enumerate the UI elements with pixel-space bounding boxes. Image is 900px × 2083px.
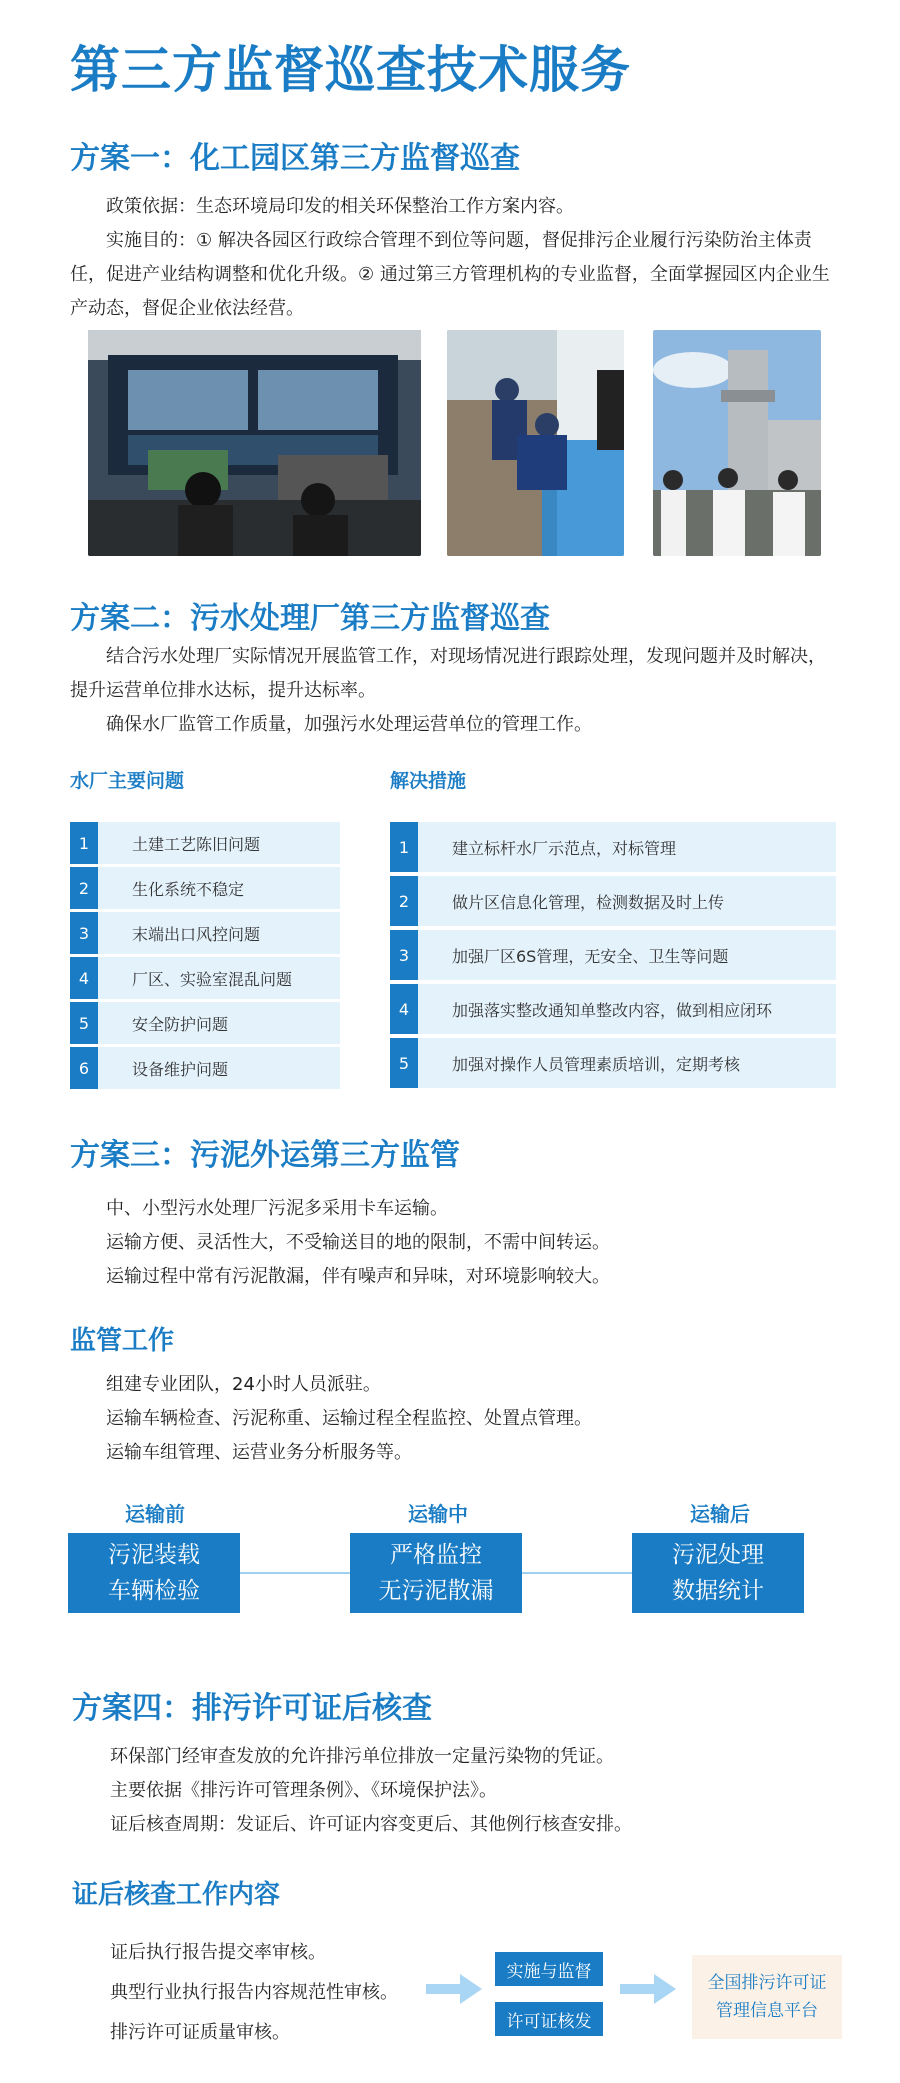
problems-heading: 水厂主要问题	[70, 770, 185, 792]
section-3-line-1: 中、小型污水处理厂污泥多采用卡车运输。	[106, 1198, 448, 1219]
flow-label-during: 运输中	[408, 1502, 468, 1526]
flow-box-line: 污泥装载	[108, 1542, 200, 1568]
problem-row	[70, 867, 340, 909]
measure-number: 2	[390, 876, 418, 926]
problem-number: 5	[70, 1002, 98, 1044]
measures-heading: 解决措施	[390, 770, 467, 792]
national-platform-box	[692, 1955, 842, 2039]
problem-text: 安全防护问题	[132, 1014, 229, 1034]
flow-arrow	[240, 1572, 350, 1574]
section-2-text	[70, 640, 840, 742]
work-line-3: 运输车组管理、运营业务分析服务等。	[106, 1442, 412, 1463]
section-3-title: 方案三：污泥外运第三方监管	[70, 1138, 460, 1173]
flow-box-line: 无污泥散漏	[378, 1578, 494, 1604]
measure-number: 4	[390, 984, 418, 1034]
verification-line-1: 证后执行报告提交率审核。	[110, 1942, 326, 1963]
section-4-line-1: 环保部门经审查发放的允许排污单位排放一定量污染物的凭证。	[110, 1746, 614, 1767]
work-line-1: 组建专业团队，24小时人员派驻。	[106, 1374, 381, 1395]
post-verification-title: 证后核查工作内容	[72, 1880, 281, 1910]
section-4-line-2: 主要依据《排污许可管理条例》、《环境保护法》。	[110, 1780, 497, 1801]
flow-box-before	[68, 1533, 240, 1613]
measure-text: 加强落实整改通知单整改内容，做到相应闭环	[452, 1000, 773, 1020]
measure-row	[390, 1038, 836, 1088]
flow-box-after	[632, 1533, 804, 1613]
section-4-line-3: 证后核查周期：发证后、许可证内容变更后、其他例行核查安排。	[110, 1814, 632, 1835]
section-1-text	[70, 190, 840, 326]
problem-number: 6	[70, 1047, 98, 1089]
measure-number: 3	[390, 930, 418, 980]
license-issuance-box: 许可证核发	[495, 2002, 603, 2036]
problem-text: 土建工艺陈旧问题	[132, 834, 261, 854]
verification-line-2: 典型行业执行报告内容规范性审核。	[110, 1982, 398, 2003]
problem-number: 2	[70, 867, 98, 909]
problem-row	[70, 1047, 340, 1089]
section-3-line-3: 运输过程中常有污泥散漏，伴有噪声和异味，对环境影响较大。	[106, 1266, 610, 1287]
section-4-text	[110, 1740, 850, 1842]
problem-number: 3	[70, 912, 98, 954]
section-3-line-2: 运输方便、灵活性大，不受输送目的地的限制，不需中间转运。	[106, 1232, 610, 1253]
problem-row	[70, 912, 340, 954]
measure-text: 加强厂区6S管理，无安全、卫生等问题	[452, 946, 729, 966]
verification-line-3: 排污许可证质量审核。	[110, 2022, 290, 2043]
problem-text: 末端出口风控问题	[132, 924, 261, 944]
section-1-policy: 政策依据：生态环境局印发的相关环保整治工作方案内容。	[106, 196, 574, 217]
flow-box-line: 严格监控	[390, 1542, 482, 1568]
measure-row	[390, 930, 836, 980]
measure-number: 1	[390, 822, 418, 872]
section-1-purpose: 实施目的：① 解决各园区行政综合管理不到位等问题，督促排污企业履行污染防治主体责任，促进产业结构调整和优化升级。② 通过第三方管理机构的专业监督，全面掌握园区内企业生产动态，督促企业依法经营。	[70, 230, 830, 319]
page-title: 第三方监督巡查技术服务	[70, 41, 631, 99]
flow-label-after: 运输后	[690, 1502, 750, 1526]
measure-row	[390, 822, 836, 872]
measure-number: 5	[390, 1038, 418, 1088]
flow-box-line: 数据统计	[672, 1578, 764, 1604]
arrow-icon	[620, 1974, 676, 2004]
measure-text: 建立标杆水厂示范点，对标管理	[452, 838, 677, 858]
section-2-para-2: 确保水厂监管工作质量，加强污水处理运营单位的管理工作。	[106, 714, 592, 735]
problem-row	[70, 1002, 340, 1044]
problem-text: 设备维护问题	[132, 1059, 229, 1079]
measure-text: 做片区信息化管理，检测数据及时上传	[452, 892, 725, 912]
measure-text: 加强对操作人员管理素质培训，定期考核	[452, 1054, 741, 1074]
platform-line-2: 管理信息平台	[716, 2001, 818, 2021]
implementation-box: 实施与监督	[495, 1952, 603, 1986]
problem-text: 厂区、实验室混乱问题	[132, 969, 293, 989]
problem-row	[70, 957, 340, 999]
section-4-title: 方案四：排污许可证后核查	[72, 1691, 432, 1726]
flow-label-before: 运输前	[125, 1502, 185, 1526]
measure-row	[390, 876, 836, 926]
flow-box-line: 污泥处理	[672, 1542, 764, 1568]
flow-arrow	[522, 1572, 632, 1574]
work-line-2: 运输车辆检查、污泥称重、运输过程全程监控、处置点管理。	[106, 1408, 592, 1429]
section-2-title: 方案二：污水处理厂第三方监督巡查	[70, 601, 550, 636]
flow-box-during	[350, 1533, 522, 1613]
flow-box-line: 车辆检验	[108, 1578, 200, 1604]
post-verification-text	[110, 1933, 450, 2053]
worker-inspection-photo	[447, 330, 624, 556]
chimney-site-photo	[653, 330, 821, 556]
arrow-icon	[426, 1974, 482, 2004]
problem-number: 4	[70, 957, 98, 999]
problem-text: 生化系统不稳定	[132, 879, 245, 899]
section-3-text	[106, 1192, 846, 1294]
section-1-title: 方案一：化工园区第三方监督巡查	[70, 141, 520, 176]
control-room-photo	[88, 330, 421, 556]
supervision-work-title: 监管工作	[70, 1326, 175, 1356]
section-2-para-1: 结合污水处理厂实际情况开展监管工作，对现场情况进行跟踪处理，发现问题并及时解决，提升运营单位排水达标，提升达标率。	[70, 646, 826, 701]
supervision-work-text	[106, 1368, 846, 1470]
problem-number: 1	[70, 822, 98, 864]
problem-row	[70, 822, 340, 864]
platform-line-1: 全国排污许可证	[707, 1973, 827, 1993]
measure-row	[390, 984, 836, 1034]
